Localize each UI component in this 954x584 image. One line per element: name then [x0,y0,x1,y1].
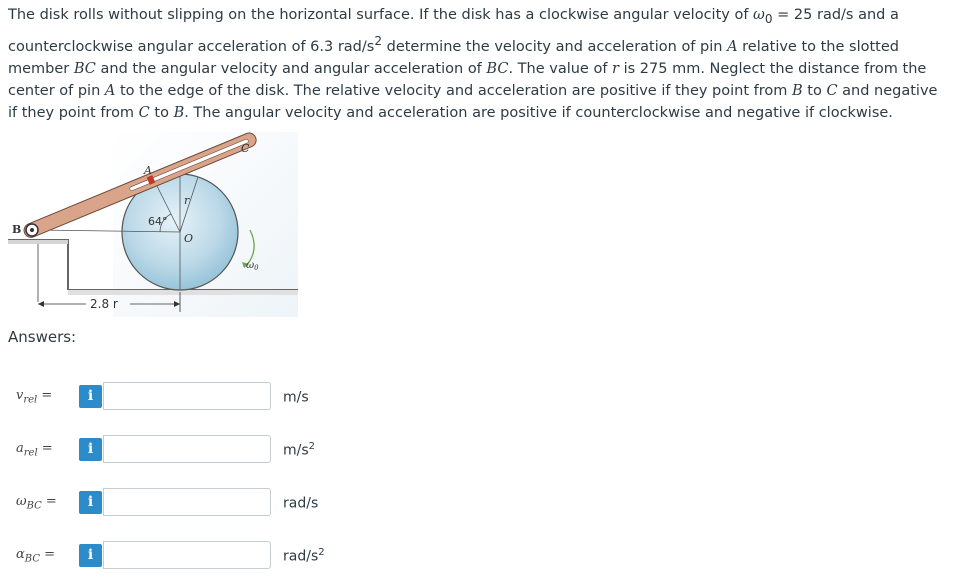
v-rel-input[interactable] [103,382,271,410]
unit-omega-bc: rad/s [283,495,319,512]
answer-row-omega-bc [0,486,360,520]
mechanism-diagram [8,132,308,322]
unit-v-rel: m/s [283,389,309,406]
answers-label: Answers: [8,328,77,346]
alpha-bc-input[interactable] [103,541,271,569]
info-button[interactable]: i [79,438,102,461]
omega-zero-symbol: ω [753,7,765,23]
answer-row-alpha-bc [0,539,360,573]
label-a: A [144,164,152,177]
answer-row-v-rel [0,380,360,414]
unit-alpha-bc: rad/$s^2$ [283,547,325,565]
dimension-arrow-left [38,301,44,307]
label-o: O [184,232,194,245]
label-r: r [184,194,190,207]
omega-bc-input[interactable] [103,488,271,516]
symbol-alpha-bc: $\alpha_{BC}$ = [16,547,55,565]
answer-row-a-rel [0,433,360,467]
ground-hatch [68,290,298,295]
label-b: B [12,223,22,236]
info-button[interactable]: i [79,544,102,567]
support-top [8,240,68,244]
info-button[interactable]: i [79,491,102,514]
info-button[interactable]: i [79,385,102,408]
omega-label: $\omega_0$ [246,260,259,272]
pivot-b-center [30,228,34,232]
dimension-label: 2.8 r [90,297,118,311]
disk-and-slotted-member-figure [8,132,308,322]
symbol-v-rel: $v_{rel}$ = [16,388,53,406]
label-c: C [241,142,250,155]
symbol-a-rel: $a_{rel}$ = [16,441,53,459]
angle-label: 64° [148,215,168,228]
a-rel-input[interactable] [103,435,271,463]
unit-a-rel: $m/s^2$ [283,441,316,459]
symbol-omega-bc: $\omega_{BC}$ = [16,494,57,512]
problem-statement: The disk rolls without slipping on the horizontal surface. If the disk has a clockwise angular velocity of $\omega_0 = 25$ rad/s and a counterclockwise angular acceleration of 6.3 rad/$s^2$ determine the velocity and acceleration of pin A relative to the slotted member BC and the angular velocity and angular acceleration of BC. The value of r is 275 mm. Neglect the distance from the center of pin A to the edge of the disk. The relative velocity and acceleration are positive if they point from B to C and negative if they point from C to B. The angular velocity and acceleration are positive if counterclockwise and negative if clockwise. [8,7,938,121]
